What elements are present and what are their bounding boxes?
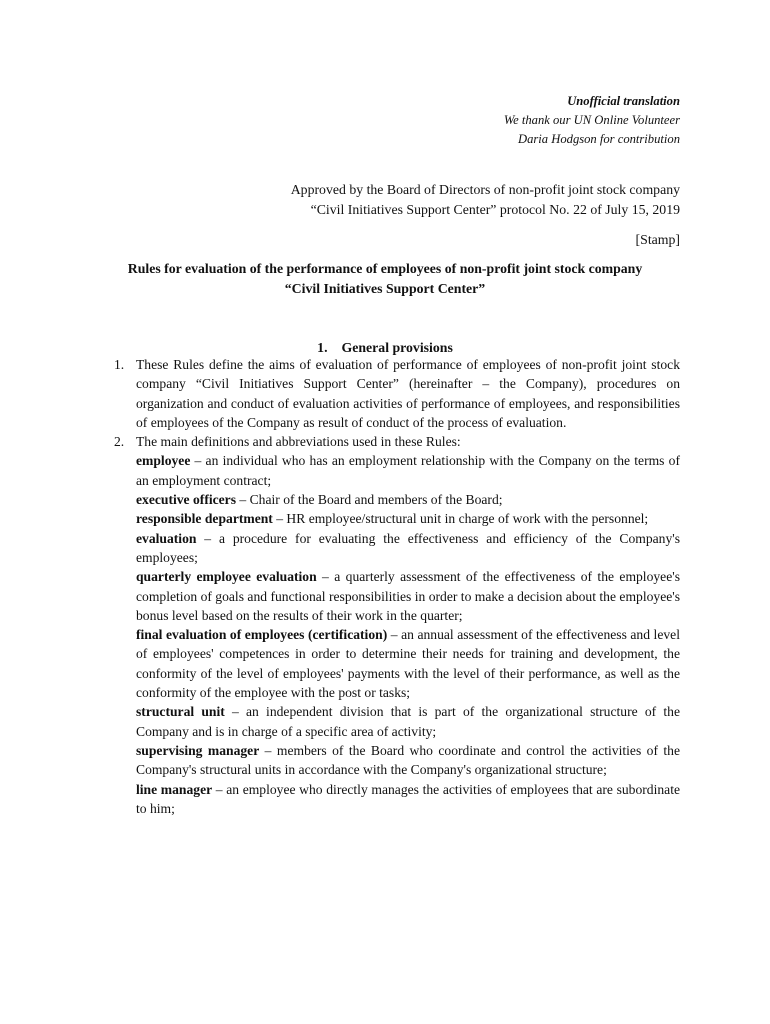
- definition-evaluation: [136, 529, 680, 568]
- definition-term: executive officers: [136, 492, 237, 508]
- thanks-line-1: We thank our UN Online Volunteer: [503, 113, 680, 127]
- definition-text: – an independent division that is part of the organizational structure of the Company and is in charge of a specific area of activity;: [136, 704, 680, 739]
- section-number: 1.: [317, 340, 328, 355]
- list-item: [114, 432, 680, 451]
- definition-employee: [136, 451, 680, 490]
- definition-text: – a quarterly assessment of the effectiveness of the employee's completion of goals and functional responsibilities in order to make a decision about the employee's bonus level based on the results of their work in the quarter;: [136, 569, 680, 623]
- document-title: [70, 259, 700, 299]
- thanks-line-2: Daria Hodgson for contribution: [518, 132, 680, 146]
- definition-structural-unit: [136, 702, 680, 741]
- list-item-marker: 1.: [114, 357, 125, 372]
- definition-executive-officers: [136, 490, 680, 509]
- definition-text: – a procedure for evaluating the effectiveness and efficiency of the Company's employees;: [136, 530, 680, 565]
- definition-quarterly-evaluation: [136, 567, 680, 625]
- definition-term: evaluation: [136, 530, 197, 546]
- section-title: General provisions: [341, 340, 453, 355]
- document-title-line-1: Rules for evaluation of the performance of employees of non-profit joint stock company: [127, 261, 643, 276]
- approval-line-2: “Civil Initiatives Support Center” protocol No. 22 of July 15, 2019: [310, 202, 680, 217]
- translation-title: Unofficial translation: [567, 94, 680, 108]
- definition-text: – HR employee/structural unit in charge of work with the personnel;: [272, 511, 649, 527]
- definition-term: responsible department: [136, 511, 273, 527]
- definition-term: line manager: [136, 781, 213, 797]
- definition-final-evaluation: [136, 625, 680, 702]
- definition-term: quarterly employee evaluation: [136, 569, 317, 585]
- definition-term: employee: [136, 453, 191, 469]
- definition-text: – Chair of the Board and members of the Board;: [236, 492, 503, 508]
- list-item-text: The main definitions and abbreviations used in these Rules:: [136, 434, 461, 450]
- list-item: [114, 355, 680, 432]
- definition-text: – an individual who has an employment relationship with the Company on the terms of an employment contract;: [136, 453, 680, 488]
- definition-supervising-manager: [136, 741, 680, 780]
- definition-line-manager: [136, 780, 680, 819]
- definition-text: – an employee who directly manages the activities of employees that are subordinate to him;: [136, 781, 681, 816]
- approval-line-1: Approved by the Board of Directors of non-profit joint stock company: [290, 182, 680, 197]
- list-item-marker: 2.: [114, 434, 125, 450]
- list-item-text: These Rules define the aims of evaluation of performance of employees of non-profit joint stock company “Civil Initiatives Support Center” (hereinafter – the Company), procedures on organization and conduct of evaluation activities of performance of employees, and responsibilities of employees of the Company as result of conduct of the process of evaluation.: [136, 357, 680, 430]
- definition-text: – members of the Board who coordinate and control the activities of the Company's structural units in accordance with the Company's organizational structure;: [136, 742, 681, 778]
- section-body: [114, 355, 681, 818]
- translation-note: [504, 92, 680, 149]
- definition-term: structural unit: [136, 704, 225, 720]
- definition-term: final evaluation of employees (certification): [136, 627, 388, 643]
- definition-responsible-department: [136, 509, 680, 528]
- stamp-note: [Stamp]: [635, 232, 680, 247]
- definition-term: supervising manager: [136, 742, 260, 758]
- document-title-line-2: “Civil Initiatives Support Center”: [284, 281, 486, 296]
- approval-block: [200, 180, 680, 220]
- definition-text: – an annual assessment of the effectiveness and level of employees' competences in order to determine their needs for training and development, the conformity of the level of employees' payments with the level of their performance, as well as the conformity of the employee with the post or tasks;: [136, 627, 680, 701]
